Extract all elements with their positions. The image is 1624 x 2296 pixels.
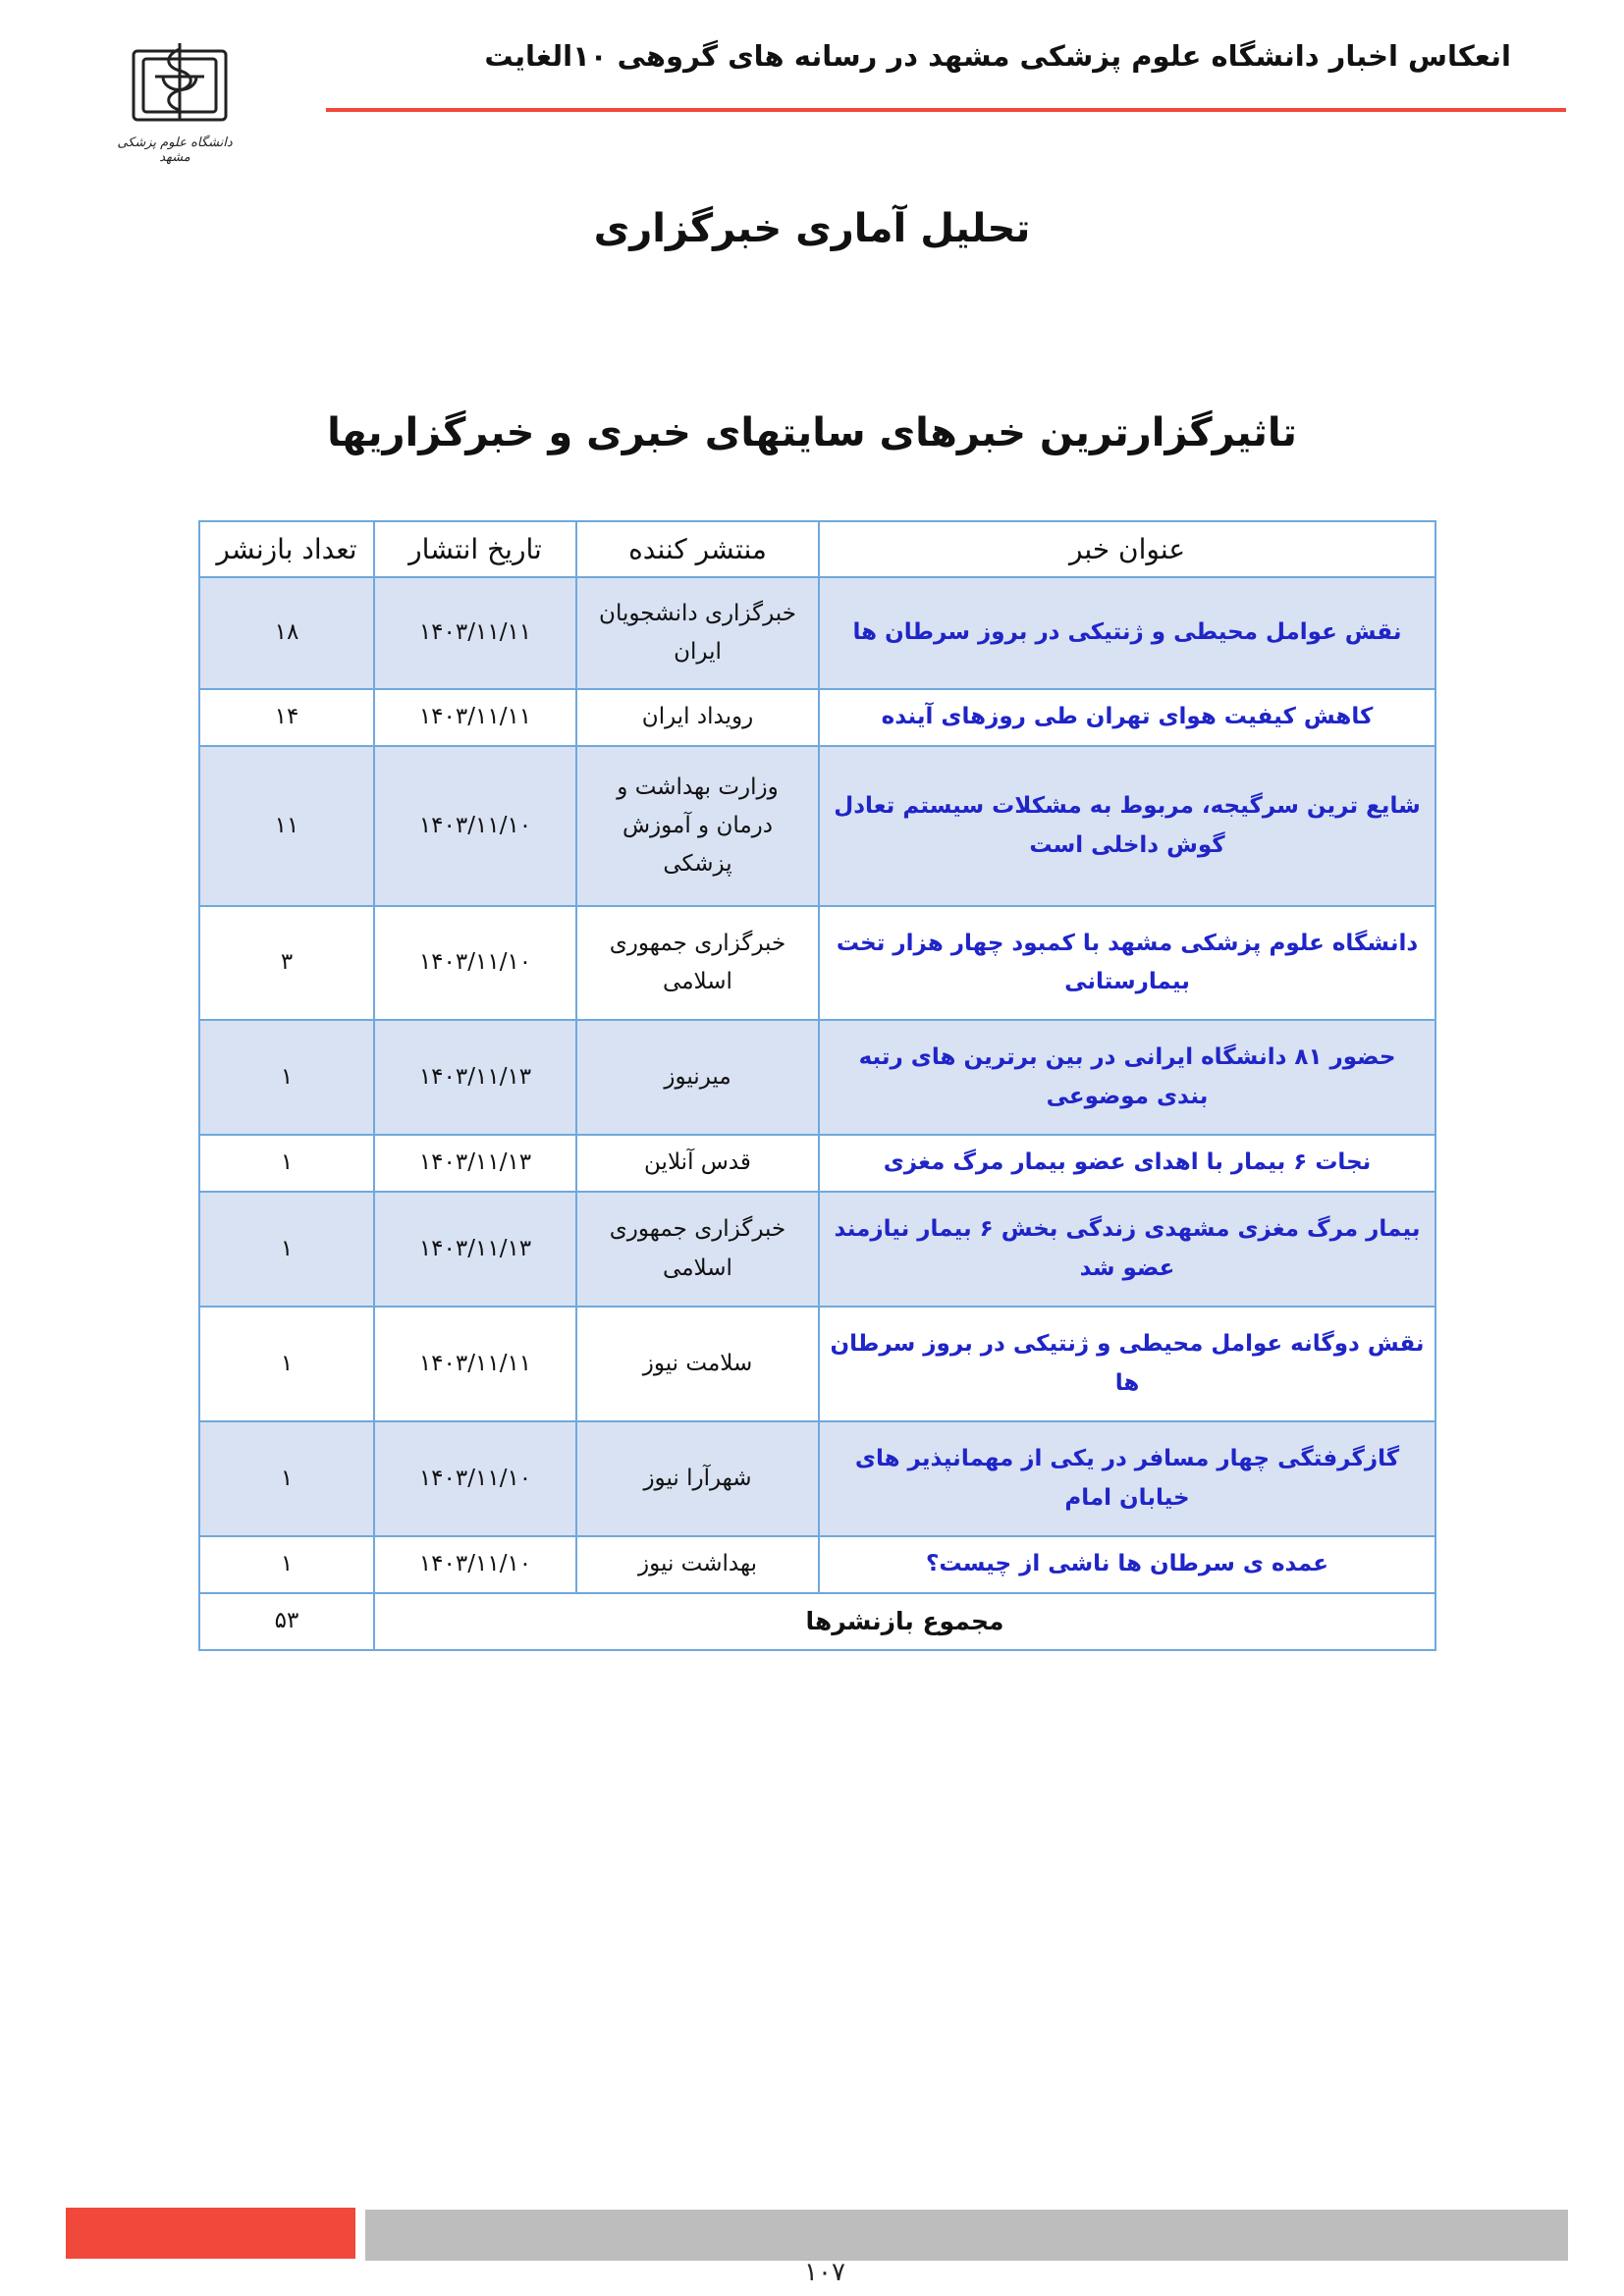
news-count: ۱۸: [199, 577, 374, 689]
news-count: ۱: [199, 1192, 374, 1307]
logo-caption: دانشگاه علوم پزشکی مشهد: [117, 135, 233, 165]
news-count: ۳: [199, 906, 374, 1020]
news-publisher: شهرآرا نیوز: [576, 1421, 819, 1536]
news-publisher: رویداد ایران: [576, 689, 819, 746]
page-title: تحلیل آماری خبرگزاری: [593, 206, 1031, 251]
news-publisher: قدس آنلاین: [576, 1135, 819, 1192]
news-date: ۱۴۰۳/۱۱/۱۰: [374, 906, 576, 1020]
column-header-title: عنوان خبر: [819, 521, 1435, 577]
news-title: نقش دوگانه عوامل محیطی و ژنتیکی در بروز سرطان ها: [819, 1307, 1435, 1421]
news-publisher: خبرگزاری جمهوری اسلامی: [576, 1192, 819, 1307]
table-row: [199, 1135, 1435, 1192]
column-header-publisher: منتشر کننده: [576, 521, 819, 577]
news-date: ۱۴۰۳/۱۱/۱۰: [374, 1421, 576, 1536]
table-row: [199, 1536, 1435, 1593]
header-title: انعکاس اخبار دانشگاه علوم پزشکی مشهد در رسانه های گروهی ۱۰الغایت: [484, 39, 1511, 73]
news-publisher: سلامت نیوز: [576, 1307, 819, 1421]
column-header-count: تعداد بازنشر: [199, 521, 374, 577]
column-header-date: تاریخ انتشار: [374, 521, 576, 577]
news-publisher: میرنیوز: [576, 1020, 819, 1135]
table-header-row: [199, 521, 1435, 577]
table-row: [199, 1307, 1435, 1421]
news-count: ۱: [199, 1020, 374, 1135]
news-count: ۱: [199, 1536, 374, 1593]
total-label: مجموع بازنشرها: [374, 1593, 1435, 1650]
news-date: ۱۴۰۳/۱۱/۱۳: [374, 1020, 576, 1135]
news-date: ۱۴۰۳/۱۱/۱۳: [374, 1192, 576, 1307]
news-title: شایع ترین سرگیجه، مربوط به مشکلات سیستم تعادل گوش داخلی است: [819, 746, 1435, 906]
news-title: نقش عوامل محیطی و ژنتیکی در بروز سرطان ها: [819, 577, 1435, 689]
news-title: عمده ی سرطان ها ناشی از چیست؟: [819, 1536, 1435, 1593]
table-row: [199, 746, 1435, 906]
table-row: [199, 1192, 1435, 1307]
table-row: [199, 1421, 1435, 1536]
news-title: حضور ۸۱ دانشگاه ایرانی در بین برترین های رتبه بندی موضوعی: [819, 1020, 1435, 1135]
news-date: ۱۴۰۳/۱۱/۱۱: [374, 577, 576, 689]
news-count: ۱۱: [199, 746, 374, 906]
news-date: ۱۴۰۳/۱۱/۱۱: [374, 689, 576, 746]
news-count: ۱: [199, 1421, 374, 1536]
footer-red-bar: [66, 2208, 355, 2259]
news-publisher: وزارت بهداشت و درمان و آموزش پزشکی: [576, 746, 819, 906]
table-row: [199, 906, 1435, 1020]
news-count: ۱: [199, 1307, 374, 1421]
news-title: دانشگاه علوم پزشکی مشهد با کمبود چهار هزار تخت بیمارستانی: [819, 906, 1435, 1020]
page-number: ۱۰۷: [804, 2258, 845, 2287]
news-date: ۱۴۰۳/۱۱/۱۰: [374, 746, 576, 906]
news-title: گازگرفتگی چهار مسافر در یکی از مهمانپذیر های خیابان امام: [819, 1421, 1435, 1536]
table-row: [199, 689, 1435, 746]
section-title: تاثیرگزارترین خبرهای سایتهای خبری و خبرگزاریها: [327, 410, 1297, 455]
news-publisher: بهداشت نیوز: [576, 1536, 819, 1593]
table-row: [199, 577, 1435, 689]
news-table: [198, 520, 1436, 1651]
news-date: ۱۴۰۳/۱۱/۱۰: [374, 1536, 576, 1593]
news-publisher: خبرگزاری دانشجویان ایران: [576, 577, 819, 689]
table-row: [199, 1020, 1435, 1135]
news-date: ۱۴۰۳/۱۱/۱۳: [374, 1135, 576, 1192]
table-total-row: [199, 1593, 1435, 1650]
total-value: ۵۳: [199, 1593, 374, 1650]
news-title: کاهش کیفیت هوای تهران طی روزهای آینده: [819, 689, 1435, 746]
header-divider: [326, 108, 1566, 112]
news-count: ۱: [199, 1135, 374, 1192]
footer-gray-bar: [365, 2210, 1568, 2261]
news-title: بیمار مرگ مغزی مشهدی زندگی بخش ۶ بیمار نیازمند عضو شد: [819, 1192, 1435, 1307]
news-date: ۱۴۰۳/۱۱/۱۱: [374, 1307, 576, 1421]
news-title: نجات ۶ بیمار با اهدای عضو بیمار مرگ مغزی: [819, 1135, 1435, 1192]
news-publisher: خبرگزاری جمهوری اسلامی: [576, 906, 819, 1020]
news-count: ۱۴: [199, 689, 374, 746]
